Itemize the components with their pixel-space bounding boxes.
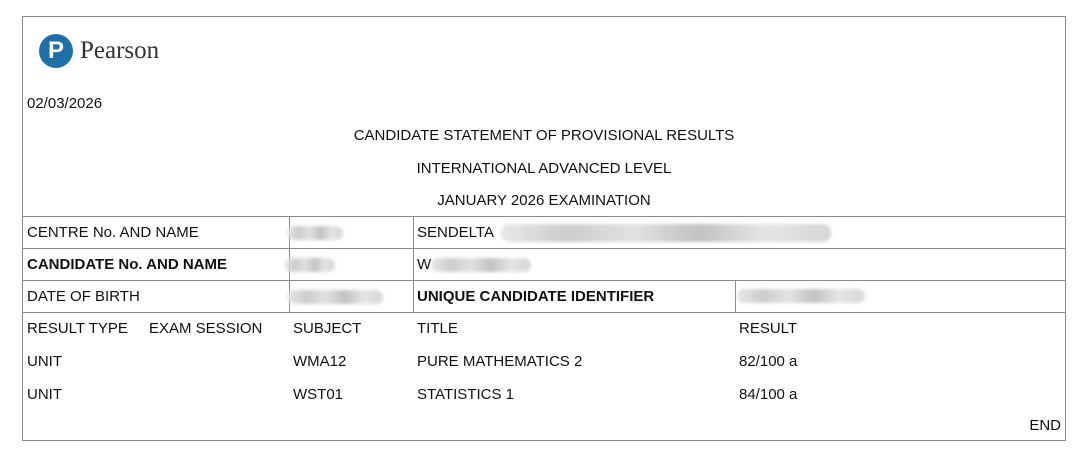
col-result-type: RESULT TYPE <box>27 320 128 337</box>
divider <box>735 280 736 312</box>
col-subject: SUBJECT <box>293 320 362 337</box>
dob-label: DATE OF BIRTH <box>27 288 140 305</box>
end-marker: END <box>1029 417 1061 434</box>
col-exam-session: EXAM SESSION <box>149 320 263 337</box>
redacted-candidate-number <box>285 258 335 272</box>
divider <box>23 280 1065 281</box>
centre-name: SENDELTA <box>417 224 494 241</box>
statement-date: 02/03/2026 <box>27 95 103 112</box>
row-2-result: 84/100 a <box>739 386 798 403</box>
pearson-logo-icon: P <box>39 34 73 68</box>
divider <box>23 216 1065 217</box>
pearson-wordmark: Pearson <box>80 37 160 64</box>
centre-label: CENTRE No. AND NAME <box>27 224 199 241</box>
pearson-logo <box>39 31 159 71</box>
row-1-type: UNIT <box>27 353 62 370</box>
divider <box>23 312 1065 313</box>
redacted-candidate-name <box>431 258 531 272</box>
col-title: TITLE <box>417 320 458 337</box>
redacted-centre-number <box>287 226 343 240</box>
statement-title: CANDIDATE STATEMENT OF PROVISIONAL RESULTS <box>353 127 735 144</box>
candidate-name: W <box>417 256 432 273</box>
examination-series: JANUARY 2026 EXAMINATION <box>437 192 651 209</box>
uci-label: UNIQUE CANDIDATE IDENTIFIER <box>417 288 655 305</box>
row-1-result: 82/100 a <box>739 353 798 370</box>
divider <box>23 248 1065 249</box>
row-2-subject: WST01 <box>293 386 344 403</box>
divider <box>413 216 414 312</box>
redacted-date-of-birth <box>287 290 383 304</box>
row-2-type: UNIT <box>27 386 62 403</box>
candidate-label: CANDIDATE No. AND NAME <box>27 256 227 273</box>
redacted-centre-name <box>501 224 831 242</box>
qualification-level: INTERNATIONAL ADVANCED LEVEL <box>416 160 672 177</box>
results-statement <box>22 16 1066 441</box>
row-1-subject: WMA12 <box>293 353 347 370</box>
redacted-uci <box>737 289 865 303</box>
col-result: RESULT <box>739 320 798 337</box>
row-1-title: PURE MATHEMATICS 2 <box>417 353 583 370</box>
row-2-title: STATISTICS 1 <box>417 386 514 403</box>
